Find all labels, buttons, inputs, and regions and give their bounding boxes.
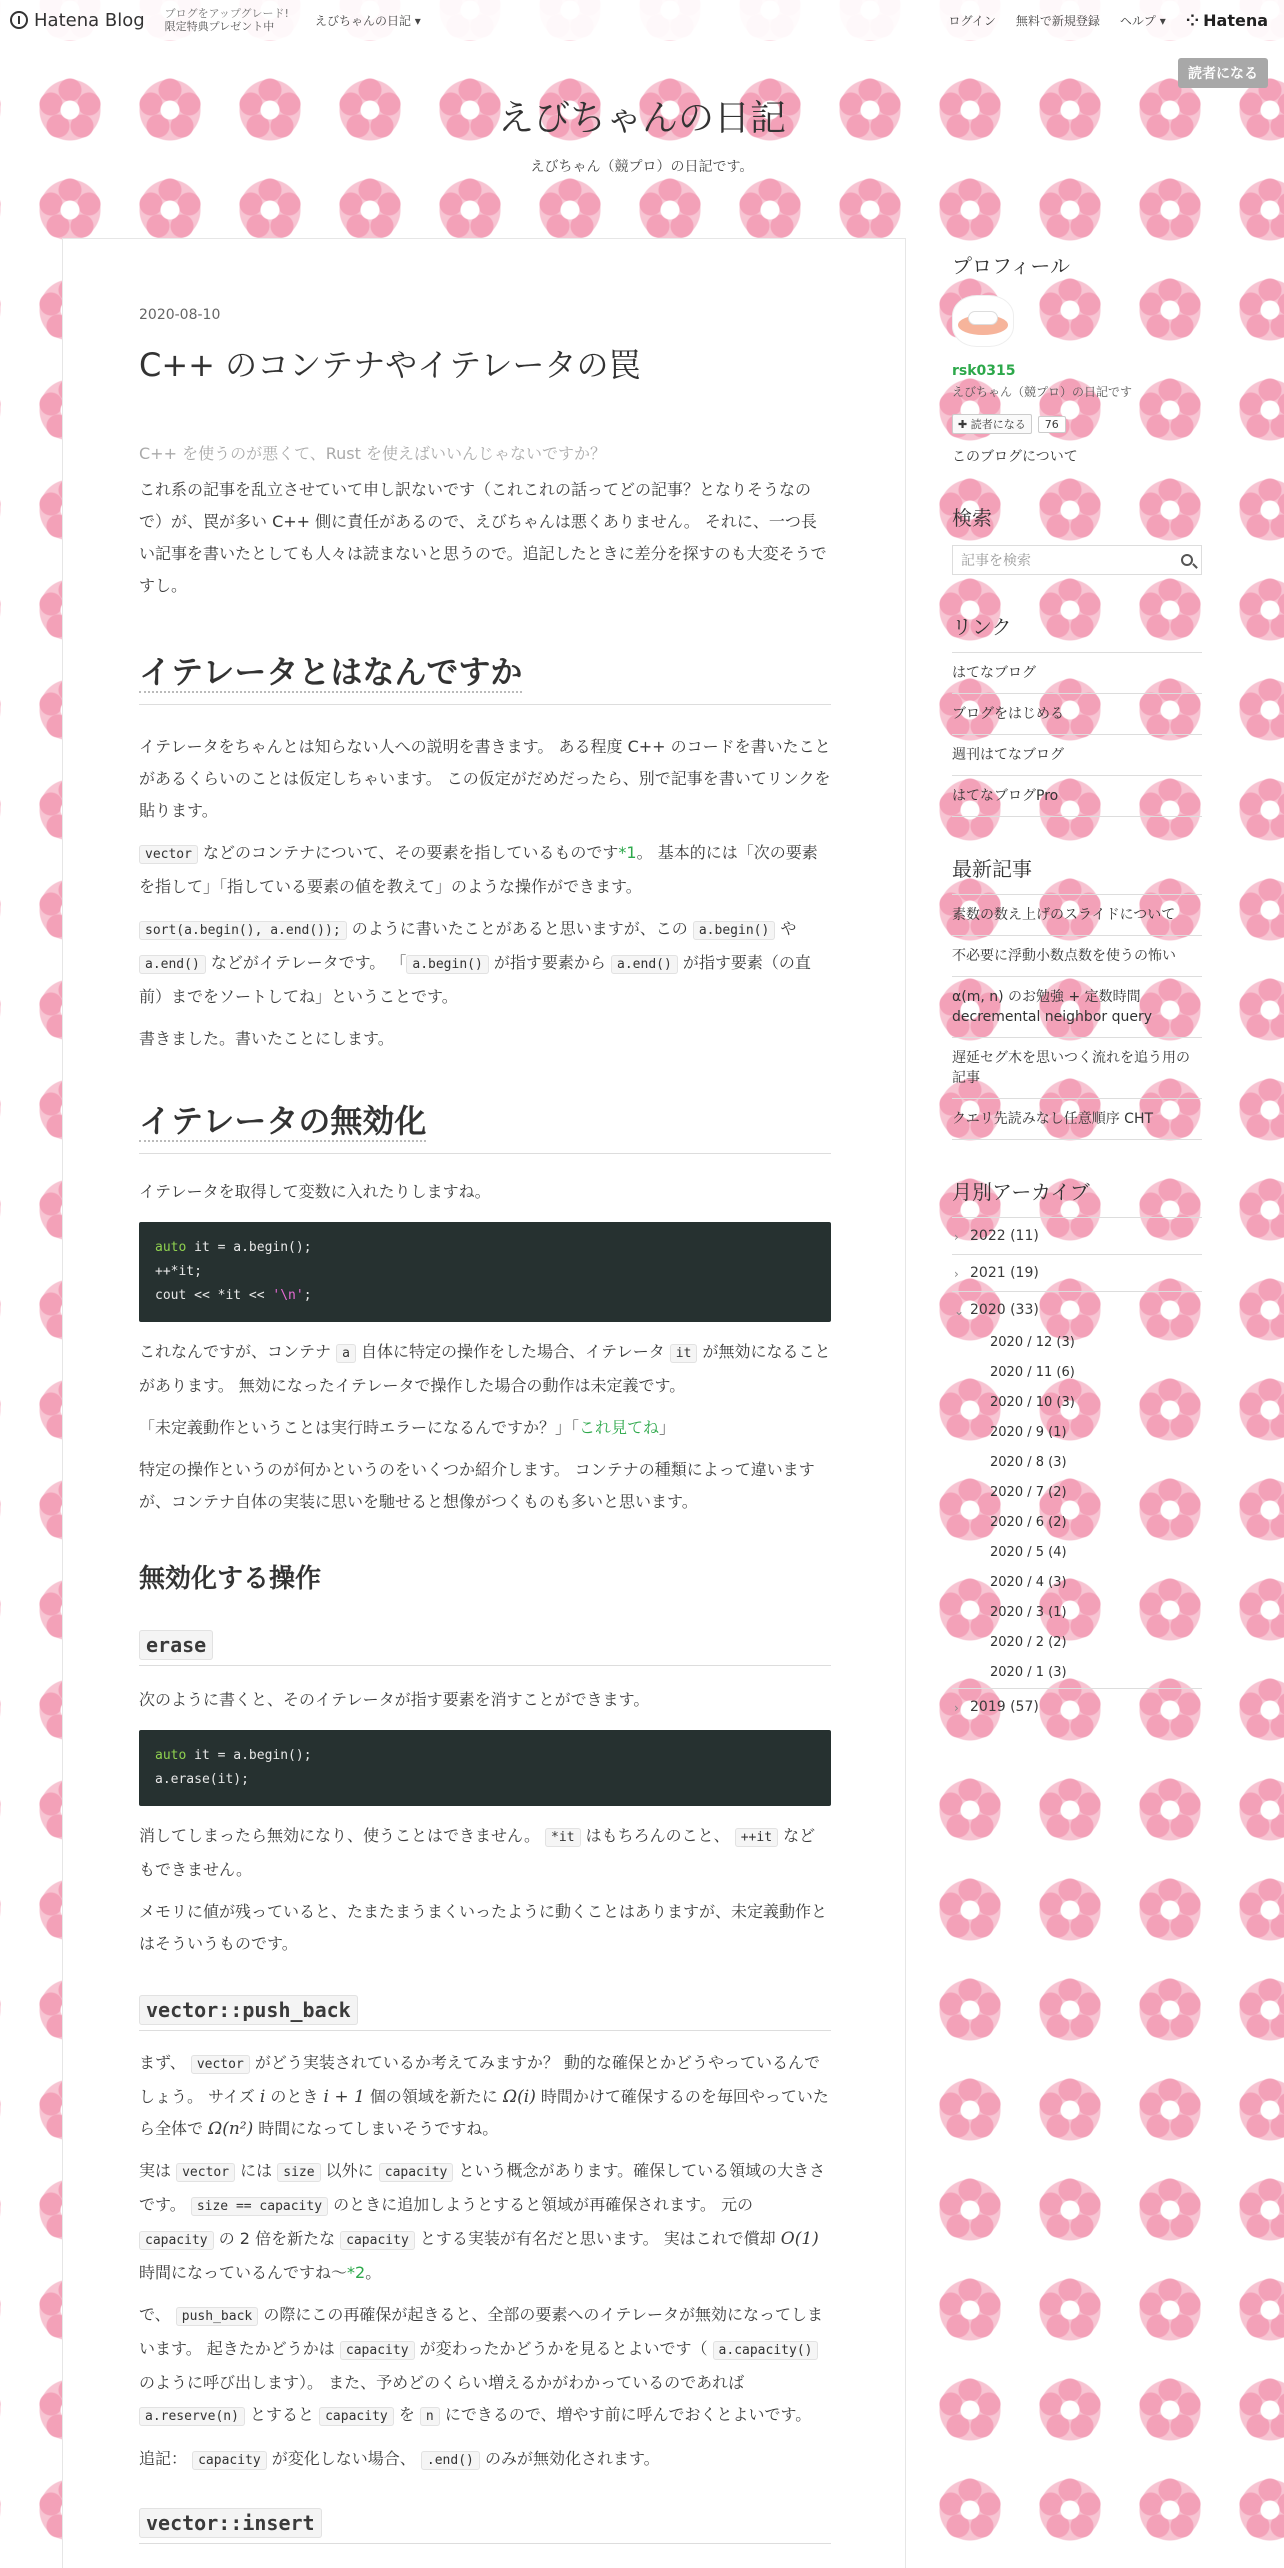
links-list <box>952 652 1202 817</box>
link-item[interactable]: ブログをはじめる <box>952 693 1202 734</box>
paragraph <box>139 2299 831 2433</box>
paragraph: イテレータを取得して変数に入れたりしますね。 <box>139 1182 491 1201</box>
text: にできるので、増やす前に呼んでおくとよいです。 <box>439 2405 812 2424</box>
archive-month-link[interactable]: 2020 / 9 (1) <box>990 1425 1067 1440</box>
sidebar <box>952 250 1202 1725</box>
text: とする実装が有名だと思います。 実はこれで償却 <box>414 2229 781 2248</box>
avatar-sushi-icon <box>968 311 998 325</box>
inline-code: capacity <box>139 2231 214 2250</box>
intro-paragraph: これ系の記事を乱立させていて申し訳ないです（これこれの話ってどの記事？となりそうなので）が、罠が多い C++ 側に責任があるので、えびちゃんは悪くありません。 それに、一つ長い記事を書いたとしても人々は読まないと思うので。追記したときに差分を探すのも大変そうですし。 <box>139 480 827 595</box>
archive-year-label: 2019 (57) <box>970 1699 1039 1715</box>
code-text: ; <box>303 1288 312 1303</box>
math: Ω(i) <box>503 2087 536 2107</box>
text: が変化しない場合、 <box>266 2449 421 2468</box>
search-placeholder: 記事を検索 <box>961 553 1031 569</box>
paragraph: メモリに値が残っていると、たまたまうまくいったように動くことはありますが、未定義動作とはそういうものです。 <box>139 1902 828 1953</box>
article-title[interactable]: C++ のコンテナやイテレータの罠 <box>139 346 641 384</box>
text: 以外に <box>320 2161 379 2180</box>
archive-month-link[interactable]: 2020 / 8 (3) <box>990 1455 1067 1470</box>
archive-month-link[interactable]: 2020 / 1 (3) <box>990 1665 1067 1680</box>
text: のように呼び出します）。 また、予めどのくらい増えるかがわかっているのであれば <box>139 2373 745 2392</box>
section-heading-invalidation <box>139 1101 831 1154</box>
text: がどう実装されているか考えてみますか？ 動的な確保とかどうやっているんでしょう。 サイズ <box>139 2053 820 2106</box>
math: i <box>259 2087 266 2107</box>
text: 「未定義動作ということは実行時エラーになるんですか？」「 <box>139 1418 580 1437</box>
inline-code: vector <box>191 2055 250 2074</box>
recent-list <box>952 894 1202 1140</box>
code-text: it = a.begin(); <box>186 1240 312 1255</box>
avatar[interactable] <box>952 295 1014 347</box>
inline-code: capacity <box>319 2407 394 2426</box>
text: のとき <box>265 2087 324 2106</box>
text: などもできません。 <box>139 1826 816 1879</box>
code-text: it = a.begin(); <box>186 1748 312 1763</box>
code-line <box>155 1236 815 1260</box>
math: i + 1 <box>323 2087 365 2107</box>
archive-month-link[interactable]: 2020 / 5 (4) <box>990 1545 1067 1560</box>
text: の 2 倍を新たな <box>213 2229 341 2248</box>
recent-article-link[interactable]: クエリ先読みなし任意順序 CHT <box>952 1098 1202 1140</box>
inline-code: a.begin() <box>693 921 775 940</box>
chevron-right-icon[interactable]: › <box>954 1230 959 1244</box>
text: 時間かけて確保するのを毎回やっていたら全体で <box>139 2087 829 2138</box>
text: で、 <box>139 2305 176 2324</box>
paragraph <box>139 837 831 903</box>
math: Ω(n²) <box>208 2119 254 2139</box>
archive-year-2021[interactable] <box>952 1254 1202 1291</box>
hatena-logo-icon <box>10 11 28 29</box>
text: の際にこの再確保が起きると、全部の要素へのイテレータが無効になってしまいます。 起きたかどうかは <box>139 2305 824 2358</box>
subheading-operations: 無効化する操作 <box>139 1564 322 1594</box>
text: 個の領域を新たに <box>364 2087 504 2106</box>
paragraph <box>139 1820 831 1886</box>
code-keyword: auto <box>155 1240 187 1255</box>
lead-question: C++ を使うのが悪くて、Rust を使えばいいんじゃないですか？ <box>139 444 606 463</box>
blog-menu-dropdown[interactable]: えびちゃんの日記 ▾ <box>314 13 421 28</box>
text: などのコンテナについて、その要素を指しているものです <box>197 843 619 862</box>
heading-code: erase <box>139 1630 213 1660</box>
archive-year-label: 2021 (19) <box>970 1265 1039 1281</box>
search-input[interactable] <box>952 545 1202 575</box>
logo-text: Hatena Blog <box>34 9 145 31</box>
text: のように書いたことがあると思いますが、この <box>346 919 693 938</box>
code-block <box>139 1730 831 1806</box>
code-text: cout << *it << <box>155 1288 273 1303</box>
link-item[interactable]: はてなブログ <box>952 652 1202 693</box>
inline-code: it <box>670 1344 698 1363</box>
text: はもちろんのこと、 <box>580 1826 735 1845</box>
inline-code: vector <box>176 2163 235 2182</box>
user-description: えびちゃん（競プロ）の日記です <box>952 385 1133 399</box>
text: や <box>775 919 797 938</box>
inline-code: size <box>277 2163 320 2182</box>
archive-year-label: 2020 (33) <box>970 1302 1039 1318</box>
text: まず、 <box>139 2053 191 2072</box>
blog-title[interactable]: えびちゃんの日記 <box>497 98 786 139</box>
see-this-link[interactable]: これ見てね <box>579 1418 660 1437</box>
inline-code: a.end() <box>611 955 678 974</box>
link-item[interactable]: 週刊はてなブログ <box>952 734 1202 775</box>
inline-code: *it <box>545 1828 580 1847</box>
text: 消してしまったら無効になり、使うことはできません。 <box>139 1826 546 1845</box>
inline-code: a.end() <box>139 955 206 974</box>
paragraph <box>139 2047 831 2145</box>
chevron-right-icon[interactable]: › <box>954 1267 959 1281</box>
search-heading: 検索 <box>952 506 992 530</box>
paragraph: 書きました。書いたことにします。 <box>139 1029 394 1048</box>
recent-article-link[interactable]: α(m, n) のお勉強 + 定数時間 decremental neighbor query <box>952 976 1202 1037</box>
inline-code: vector <box>139 845 198 864</box>
archive-month-link[interactable]: 2020 / 3 (1) <box>990 1605 1067 1620</box>
archive-year-2019[interactable] <box>952 1688 1202 1725</box>
inline-code: a.capacity() <box>713 2341 819 2360</box>
inline-code: size == capacity <box>191 2197 328 2216</box>
inline-code: capacity <box>340 2341 415 2360</box>
hatena-menu[interactable] <box>1186 11 1268 30</box>
promo-line1: ブログをアップグレード! <box>164 7 289 20</box>
inline-code: a <box>336 1344 356 1363</box>
text: 自体に特定の操作をした場合、イテレータ <box>355 1342 670 1361</box>
login-link[interactable]: ログイン <box>948 13 996 28</box>
chevron-down-icon[interactable]: ⌄ <box>954 1304 965 1318</box>
text: 。 <box>365 2263 382 2282</box>
text: 。 基本的には「次の要素を指して」「指している要素の値を教えて」のような操作ができます。 <box>139 843 818 896</box>
paragraph: イテレータをちゃんとは知らない人への説明を書きます。 ある程度 C++ のコードを書いたことがあるくらいのことは仮定しちゃいます。 この仮定がだめだったら、別で記事を書いてリンクを貼ります。 <box>139 737 831 820</box>
heading-code: vector::insert <box>139 2508 322 2538</box>
inline-code: capacity <box>379 2163 454 2182</box>
code-keyword: auto <box>155 1748 187 1763</box>
section-heading-text: イテレータの無効化 <box>139 1102 427 1140</box>
recent-article-link[interactable]: 遅延セグ木を思いつく流れを追う用の記事 <box>952 1037 1202 1098</box>
inline-code: push_back <box>176 2307 258 2326</box>
promo-line2: 限定特典プレゼント中 <box>164 20 275 33</box>
reader-row <box>952 414 1202 434</box>
archive-year-label: 2022 (11) <box>970 1228 1039 1244</box>
archive-month-link[interactable]: 2020 / 4 (3) <box>990 1575 1067 1590</box>
hatena-dots-icon: ⁘ <box>1185 10 1200 30</box>
text: これなんですが、コンテナ <box>139 1342 337 1361</box>
text: のときに追加しようとすると領域が再確保されます。 元の <box>328 2195 753 2214</box>
link-item[interactable]: はてなブログPro <box>952 775 1202 817</box>
text: 実は <box>139 2161 177 2180</box>
signup-link[interactable]: 無料で新規登録 <box>1015 13 1100 28</box>
text: 時間になってしまいそうですね。 <box>253 2119 499 2138</box>
subscribe-small-button[interactable]: ✚ 読者になる <box>952 414 1032 434</box>
inline-code: n <box>420 2407 440 2426</box>
code-line <box>155 1284 815 1308</box>
paragraph <box>139 2155 831 2289</box>
recent-article-link[interactable]: 不必要に浮動小数点数を使うの怖い <box>952 935 1202 976</box>
article-date[interactable]: 2020-08-10 <box>139 307 221 323</box>
text: とすると <box>244 2405 320 2424</box>
article-panel <box>62 238 906 2568</box>
section-heading-text: イテレータとはなんですか <box>139 653 523 691</box>
text: が指す要素（の直前）までをソートしてね」ということです。 <box>139 953 811 1006</box>
archive-month-link[interactable]: 2020 / 11 (6) <box>990 1365 1075 1380</box>
text: という概念があります。確保している領域の大きさです。 <box>139 2161 826 2214</box>
profile-heading: プロフィール <box>952 254 1070 278</box>
code-block <box>139 1222 831 1322</box>
text: には <box>235 2161 278 2180</box>
paragraph: 特定の操作というのが何かというのをいくつか紹介します。 コンテナの種類によって違いますが、コンテナ自体の実装に思いを馳せると想像がつくものも多いと思います。 <box>139 1460 815 1511</box>
about-blog-link[interactable]: このブログについて <box>952 449 1078 465</box>
archive-year-2022[interactable] <box>952 1217 1202 1254</box>
archive-list <box>952 1217 1202 1725</box>
text: 追記： <box>139 2449 193 2468</box>
archive-month-link[interactable]: 2020 / 12 (3) <box>990 1335 1075 1350</box>
archive-month-link[interactable]: 2020 / 7 (2) <box>990 1485 1067 1500</box>
text: が変わったかどうかを見るとよいです（ <box>414 2339 713 2358</box>
reader-count: 76 <box>1038 416 1066 433</box>
archive-year-2020[interactable] <box>952 1291 1202 1328</box>
text: 」 <box>659 1418 676 1437</box>
inline-code: capacity <box>340 2231 415 2250</box>
paragraph <box>139 1412 831 1444</box>
text: などがイテレータです。 「 <box>205 953 407 972</box>
subsubheading-push-back <box>139 1998 831 2031</box>
hatena-blog-logo[interactable] <box>10 10 145 31</box>
text: を <box>393 2405 420 2424</box>
paragraph <box>139 2443 831 2477</box>
inline-code: .end() <box>421 2451 480 2470</box>
footnote-link[interactable]: *1 <box>618 843 637 862</box>
article <box>139 239 831 2544</box>
paragraph <box>139 913 831 1013</box>
inline-code: sort(a.begin(), a.end()); <box>139 921 347 940</box>
hatena-text: Hatena <box>1203 10 1268 30</box>
subsubheading-insert <box>139 2511 831 2544</box>
archive-month-link[interactable]: 2020 / 6 (2) <box>990 1515 1067 1530</box>
math: O(1) <box>780 2229 819 2249</box>
links-heading: リンク <box>952 615 1012 639</box>
subscribe-button[interactable]: 読者になる <box>1178 58 1268 88</box>
code-string: '\n' <box>272 1288 304 1303</box>
code-line <box>155 1744 815 1768</box>
text: 時間になっているんですね〜 <box>139 2263 348 2282</box>
inline-code: a.reserve(n) <box>139 2407 245 2426</box>
subsubheading-erase <box>139 1633 831 1666</box>
footnote-link[interactable]: *2 <box>347 2263 366 2282</box>
paragraph: 次のように書くと、そのイテレータが指す要素を消すことができます。 <box>139 1690 650 1709</box>
archive-month-link[interactable]: 2020 / 10 (3) <box>990 1395 1075 1410</box>
recent-heading: 最新記事 <box>952 857 1032 881</box>
recent-article-link[interactable]: 素数の数え上げのスライドについて <box>952 894 1202 935</box>
inline-code: ++it <box>735 1828 778 1847</box>
archive-months <box>952 1328 1202 1688</box>
search-icon[interactable] <box>1181 554 1193 566</box>
inline-code: capacity <box>192 2451 267 2470</box>
code-line: a.erase(it); <box>155 1772 249 1787</box>
hatena-topbar <box>0 0 1284 40</box>
archive-month-link[interactable]: 2020 / 2 (2) <box>990 1635 1067 1650</box>
chevron-right-icon[interactable]: › <box>954 1701 959 1715</box>
archive-heading: 月別アーカイブ <box>952 1180 1090 1204</box>
text: が無効になることがあります。 無効になったイテレータで操作した場合の動作は未定義です。 <box>139 1342 831 1395</box>
upgrade-promo-link[interactable] <box>165 7 289 33</box>
help-dropdown[interactable]: ヘルプ ▾ <box>1119 13 1166 28</box>
heading-code: vector::push_back <box>139 1995 358 2025</box>
user-name-link[interactable]: rsk0315 <box>952 363 1016 379</box>
paragraph <box>139 1336 831 1402</box>
text: が指す要素から <box>488 953 612 972</box>
blog-description: えびちゃん（競プロ）の日記です。 <box>530 159 754 175</box>
section-heading-iterator <box>139 652 831 705</box>
text: のみが無効化されます。 <box>479 2449 660 2468</box>
inline-code: a.begin() <box>406 955 488 974</box>
code-line: ++*it; <box>155 1264 202 1279</box>
